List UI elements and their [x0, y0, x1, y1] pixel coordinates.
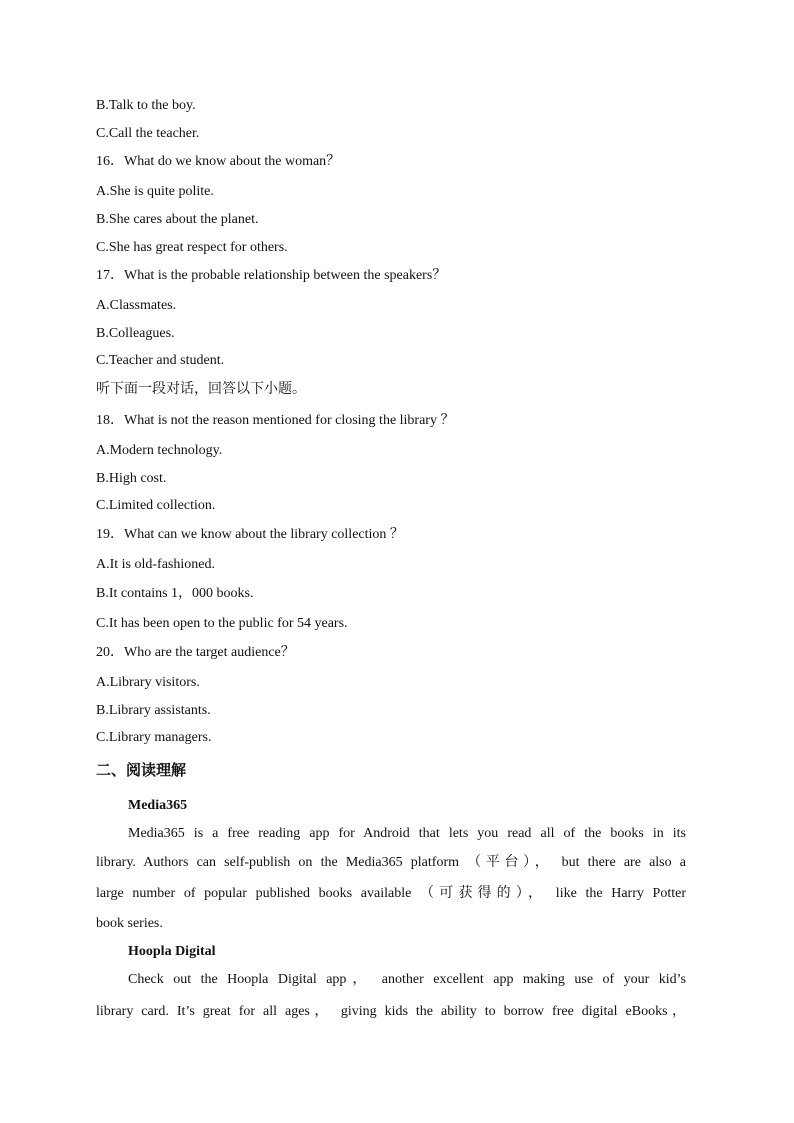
q17-option-c: C.Teacher and student. [96, 353, 225, 368]
media365-line-1: Media365 is a free reading app for Android that lets you read all of the books in its [128, 826, 686, 841]
media365-line-3: large number of popular published books available （可获得的）， like the Harry Potter [96, 886, 686, 901]
q18-option-c: C.Limited collection. [96, 498, 216, 513]
q18-option-b: B.High cost. [96, 471, 167, 486]
media365-title: Media365 [128, 798, 188, 813]
q17-option-b: B.Colleagues. [96, 326, 175, 341]
q19-option-b: B.It contains 1，000 books. [96, 586, 254, 601]
media365-line-2: library. Authors can self-publish on the Media365 platform （平台）， but there are also a [96, 855, 686, 870]
q20-option-c: C.Library managers. [96, 730, 212, 745]
q18-question: 18．What is not the reason mentioned for closing the library ？ [96, 413, 455, 428]
q16-question: 16．What do we know about the woman？ [96, 154, 341, 169]
q19-option-c: C.It has been open to the public for 54 years. [96, 616, 348, 631]
listening-instruction: 听下面一段对话，回答以下小题。 [96, 381, 306, 397]
q15-option-c: C.Call the teacher. [96, 126, 200, 141]
q16-option-c: C.She has great respect for others. [96, 240, 288, 255]
hoopla-title: Hoopla Digital [128, 944, 216, 959]
q17-option-a: A.Classmates. [96, 298, 177, 313]
q19-question: 19．What can we know about the library collection ？ [96, 527, 404, 542]
q19-option-a: A.It is old-fashioned. [96, 557, 215, 572]
reading-section-title: 二、阅读理解 [96, 761, 187, 779]
q20-option-a: A.Library visitors. [96, 675, 200, 690]
hoopla-line-1: Check out the Hoopla Digital app， another excellent app making use of your kid’s [128, 972, 686, 987]
q16-option-b: B.She cares about the planet. [96, 212, 259, 227]
hoopla-line-2: library card. It’s great for all ages， giving kids the ability to borrow free digital eBooks， [96, 1004, 686, 1019]
q20-option-b: B.Library assistants. [96, 703, 211, 718]
q17-question: 17．What is the probable relationship between the speakers？ [96, 268, 447, 283]
q15-option-b: B.Talk to the boy. [96, 98, 196, 113]
media365-line-4: book series. [96, 916, 163, 931]
q18-option-a: A.Modern technology. [96, 443, 223, 458]
q20-question: 20．Who are the target audience？ [96, 645, 295, 660]
q16-option-a: A.She is quite polite. [96, 184, 214, 199]
